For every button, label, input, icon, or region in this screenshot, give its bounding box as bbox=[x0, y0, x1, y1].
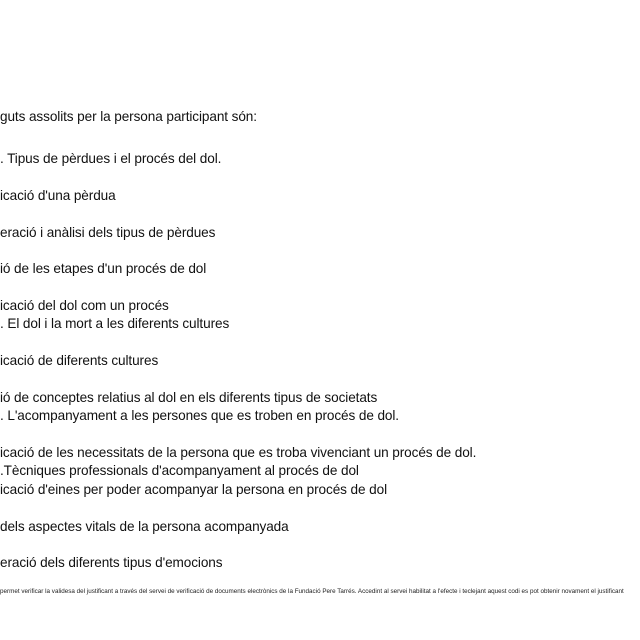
content-item: eració i anàlisi dels tipus de pèrdues bbox=[0, 225, 216, 240]
content-item: icació del dol com un procés bbox=[0, 298, 169, 313]
content-item: icació de diferents cultures bbox=[0, 353, 159, 368]
verification-footer: permet verificar la validesa del justificant a través del servei de verificació de documents electrònics de la Fundació Pere Tarrés. Accedint al servei habilitat a l'efecte i teclejant aquest codi es pot obtenir novament el justificant bbox=[0, 588, 624, 595]
content-item: dels aspectes vitals de la persona acompanyada bbox=[0, 519, 289, 534]
content-item: eració dels diferents tipus d'emocions bbox=[0, 555, 223, 570]
module-heading: . Tipus de pèrdues i el procés del dol. bbox=[0, 151, 222, 166]
module-heading: .Tècniques professionals d'acompanyament al procés de dol bbox=[0, 463, 359, 478]
content-item: icació de les necessitats de la persona que es troba vivenciant un procés de dol. bbox=[0, 445, 477, 460]
intro-line: guts assolits per la persona participant són: bbox=[0, 109, 257, 124]
content-item: icació d'una pèrdua bbox=[0, 188, 116, 203]
content-item: ió de conceptes relatius al dol en els diferents tipus de societats bbox=[0, 390, 378, 405]
content-item: icació d'eines per poder acompanyar la persona en procés de dol bbox=[0, 482, 387, 497]
module-heading: . El dol i la mort a les diferents cultures bbox=[0, 316, 230, 331]
module-heading: . L'acompanyament a les persones que es troben en procés de dol. bbox=[0, 408, 399, 423]
content-item: ió de les etapes d'un procés de dol bbox=[0, 261, 207, 276]
